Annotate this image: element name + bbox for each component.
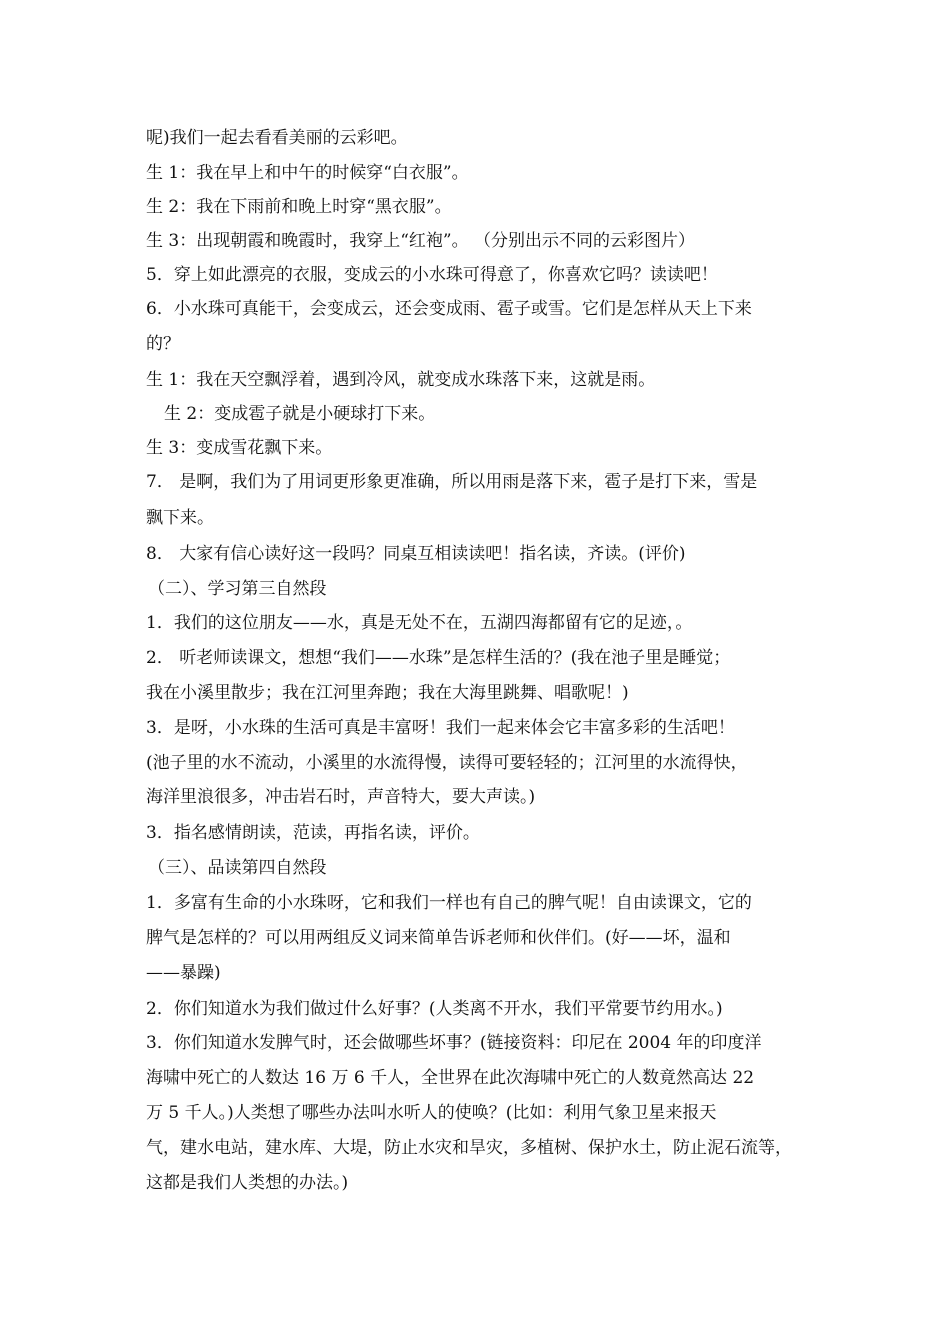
text-line: 2．你们知道水为我们做过什么好事？(人类离不开水，我们平常要节约用水。) bbox=[146, 999, 723, 1019]
text-line: 1．我们的这位朋友——水，真是无处不在，五湖四海都留有它的足迹，。 bbox=[146, 613, 693, 633]
text-line: 生 1：我在天空飘浮着，遇到冷风，就变成水珠落下来，这就是雨。 bbox=[146, 370, 656, 390]
text-line: 这都是我们人类想的办法。) bbox=[146, 1173, 349, 1193]
text-line: 生 3：变成雪花飘下来。 bbox=[146, 438, 333, 458]
text-line: 3．指名感情朗读，范读，再指名读，评价。 bbox=[146, 823, 480, 843]
section-heading: （三）、品读第四自然段 bbox=[148, 858, 327, 878]
text-line: 2． 听老师读课文，想想“我们——水珠”是怎样生活的？(我在池子里是睡觉； bbox=[146, 648, 731, 668]
text-line: 生 2：变成雹子就是小硬球打下来。 bbox=[164, 404, 436, 424]
text-line: 海啸中死亡的人数达 16 万 6 千人，全世界在此次海啸中死亡的人数竟然高达 22 bbox=[146, 1068, 755, 1088]
text-line: 气，建水电站，建水库、大堤，防止水灾和旱灾，多植树、保护水土，防止泥石流等， bbox=[146, 1138, 792, 1158]
text-line: 的？ bbox=[146, 334, 180, 354]
text-line: 生 1：我在早上和中午的时候穿“白衣服”。 bbox=[146, 163, 469, 183]
text-line: 脾气是怎样的？可以用两组反义词来简单告诉老师和伙伴们。(好——坏，温和 bbox=[146, 928, 731, 948]
text-line: 8． 大家有信心读好这一段吗？同桌互相读读吧！指名读，齐读。(评价) bbox=[146, 544, 686, 564]
section-heading: （二）、学习第三自然段 bbox=[148, 579, 327, 599]
text-line: 5．穿上如此漂亮的衣服，变成云的小水珠可得意了，你喜欢它吗？读读吧！ bbox=[146, 265, 718, 285]
text-line: 3．你们知道水发脾气时，还会做哪些坏事？(链接资料：印尼在 2004 年的印度洋 bbox=[146, 1033, 762, 1053]
text-line: 7． 是啊，我们为了用词更形象更准确，所以用雨是落下来，雹子是打下来，雪是 bbox=[146, 472, 758, 492]
text-line: 呢)我们一起去看看美丽的云彩吧。 bbox=[146, 128, 408, 148]
text-line: 海洋里浪很多，冲击岩石时，声音特大，要大声读。) bbox=[146, 787, 536, 807]
text-line: 飘下来。 bbox=[146, 508, 214, 528]
text-line: 我在小溪里散步；我在江河里奔跑；我在大海里跳舞、唱歌呢！) bbox=[146, 683, 629, 703]
text-line: 1．多富有生命的小水珠呀，它和我们一样也有自己的脾气呢！自由读课文，它的 bbox=[146, 893, 752, 913]
text-line: (池子里的水不流动，小溪里的水流得慢，读得可要轻轻的；江河里的水流得快， bbox=[146, 753, 748, 773]
text-line: ——暴躁) bbox=[146, 963, 221, 983]
text-line: 万 5 千人。)人类想了哪些办法叫水听人的使唤？(比如：利用气象卫星来报天 bbox=[146, 1103, 717, 1123]
text-line: 生 3：出现朝霞和晚霞时，我穿上“红袍”。 （分别出示不同的云彩图片） bbox=[146, 231, 696, 251]
text-line: 生 2：我在下雨前和晚上时穿“黑衣服”。 bbox=[146, 197, 452, 217]
text-line: 6．小水珠可真能干，会变成云，还会变成雨、雹子或雪。它们是怎样从天上下来 bbox=[146, 299, 752, 319]
text-line: 3．是呀，小水珠的生活可真是丰富呀！我们一起来体会它丰富多彩的生活吧！ bbox=[146, 718, 735, 738]
